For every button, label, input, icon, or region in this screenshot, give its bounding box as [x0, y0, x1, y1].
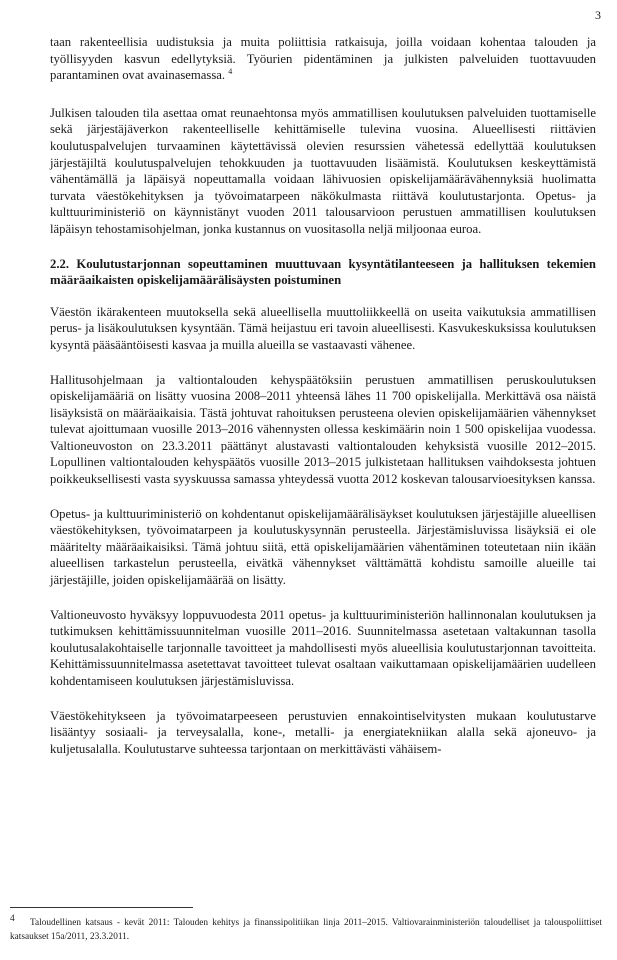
document-body — [50, 34, 596, 775]
paragraph: Valtioneuvosto hyväksyy loppuvuodesta 2011 opetus- ja kulttuuriministeriön hallinnonalan koulutuksen ja tutkimuksen kehittämissuunnitelman vuosille 2011–2016. Suunnitelmassa asetetaan valtakunnan tasolla koulutusalakohtaiselle tarjonnalle tavoitteet ja mahdollisesti myös alueellisia koulutustarjonnan tavoitteita. Kehittämissuunnitelmassa asetettavat tavoitteet tulevat osaltaan vaikuttamaan opiskelijamäärien uudelleen kohdentamiseen koulutuksen järjestämisluvissa. — [50, 607, 596, 688]
footnote-reference: 4 — [228, 66, 233, 76]
page-number: 3 — [595, 8, 601, 22]
paragraph: Julkisen talouden tila asettaa omat reunaehtonsa myös ammatillisen koulutuksen palveluiden tuottamiselle sekä järjestäjäverkon rakenteelliselle kehittämiselle tulevina vuosina. Alueellisesti riittävien koulutuspalvelujen turvaaminen käytettävissä olevien resurssien vähetessä edellyttää koulutuksen järjestäjiltä koulutuspalvelujen tehokkuuden ja tuottavuuden lisäämistä. Koulutuksen keskeyttämistä vähentämällä ja läpäisyä nopeuttamalla voidaan lähivuosien opiskelijamäärävähennyksiä huolimatta turvata väestökehityksen ja työvoimatarpeen näkökulmasta riittävä koulutustarjonta. Opetus- ja kulttuuriministeriö on käynnistänyt vuoden 2011 talousarvioon perustuen ammatillisen koulutuksen läpäisyn tehostamisohjelman, jonka kustannus on vuositasolla neljä miljoonaa euroa. — [50, 105, 596, 236]
paragraph: Hallitusohjelmaan ja valtiontalouden kehyspäätöksiin perustuen ammatillisen peruskoulutuksen opiskelijamääriä on lisätty vuosina 2008–2011 yhteensä lähes 11 700 opiskelijalla. Merkittävä osa näistä lisäyksistä on määräaikaisia. Tästä johtuvat rahoituksen perusteena olevien opiskelijamäärien vähennykset tulevat ajoittumaan vuosille 2013–2016 vähennysten ollessa keskimäärin noin 1 500 opiskelijaa vuodessa. Valtioneuvoston on 23.3.2011 päättänyt alustavasti valtiontalouden kehyksistä vuosille 2012–2015. Lopullinen valtiontalouden kehyspäätös vuosille 2013–2015 julkistetaan hallituksen vaihdoksesta johtuen poikkeuksellisesti vasta syyskuussa samassa yhteydessä vuotta 2012 koskevan talousarvioesityksen kanssa. — [50, 372, 596, 487]
footnote-divider — [10, 907, 193, 908]
section-heading: 2.2. Koulutustarjonnan sopeuttaminen muuttuvaan kysyntätilanteeseen ja hallituksen tekemien määräaikaisten opiskelijamäärälisäysten poistuminen — [50, 256, 596, 288]
paragraph — [50, 34, 596, 84]
paragraph: Väestökehitykseen ja työvoimatarpeeseen perustuvien ennakointiselvitysten mukaan koulutustarve lisääntyy sosiaali- ja terveysalalla, kone-, metalli- ja energiatekniikan alalla sekä ajoneuvo- ja kuljetusalalla. Koulutustarve suhteessa tarjontaan on merkittävästi vähäisem- — [50, 708, 596, 756]
paragraph: Opetus- ja kulttuuriministeriö on kohdentanut opiskelijamäärälisäykset koulutuksen järjestäjille alueellisen väestökehityksen, työvoimatarpeen ja koulutuskysynnän perusteella. Järjestämisluvissa lisäyksiä ei ole määritelty määräaikaisiksi. Tämä johtuu siitä, että opiskelijamäärien vähentäminen toteutetaan niin ikään alueellisen tarkastelun perusteella, eivätkä vähennykset välttämättä kohdistu samoille alueille tai järjestäjille, joiden opiskelijamäärää on lisätty. — [50, 506, 596, 588]
paragraph-text: taan rakenteellisia uudistuksia ja muita poliittisia ratkaisuja, joilla voidaan kohentaa talouden ja työllisyyden kasvun edellytyksiä. Työurien pidentäminen ja julkisten palveluiden tuottavuuden parantaminen ovat avainasemassa. — [50, 35, 596, 83]
footnote-text: Taloudellinen katsaus - kevät 2011: Talouden kehitys ja finanssipolitiikan linja 2011–2015. Valtiovarainministeriön taloudelliset ja talouspoliittiset katsaukset 15a/2011, 23.3.2011. — [10, 918, 602, 942]
footnote: $^4$ Taloudellinen katsaus - kevät 2011: Talouden kehitys ja finanssipolitiikan linja 2011–2015. Valtiovarainministeriön taloudelliset ja talouspoliittiset katsaukset 15a/2011, 23.3.2011. — [10, 913, 602, 942]
paragraph: Väestön ikärakenteen muutoksella sekä alueellisella muuttoliikkeellä on useita vaikutuksia ammatillisen perus- ja lisäkoulutuksen kysyntään. Tämä heijastuu eri tavoin alueellisesti. Kasvukeskuksissa koulutuksen kysyntä pääsääntöisesti kasvaa ja muilla alueilla se vastaavasti vähenee. — [50, 304, 596, 352]
